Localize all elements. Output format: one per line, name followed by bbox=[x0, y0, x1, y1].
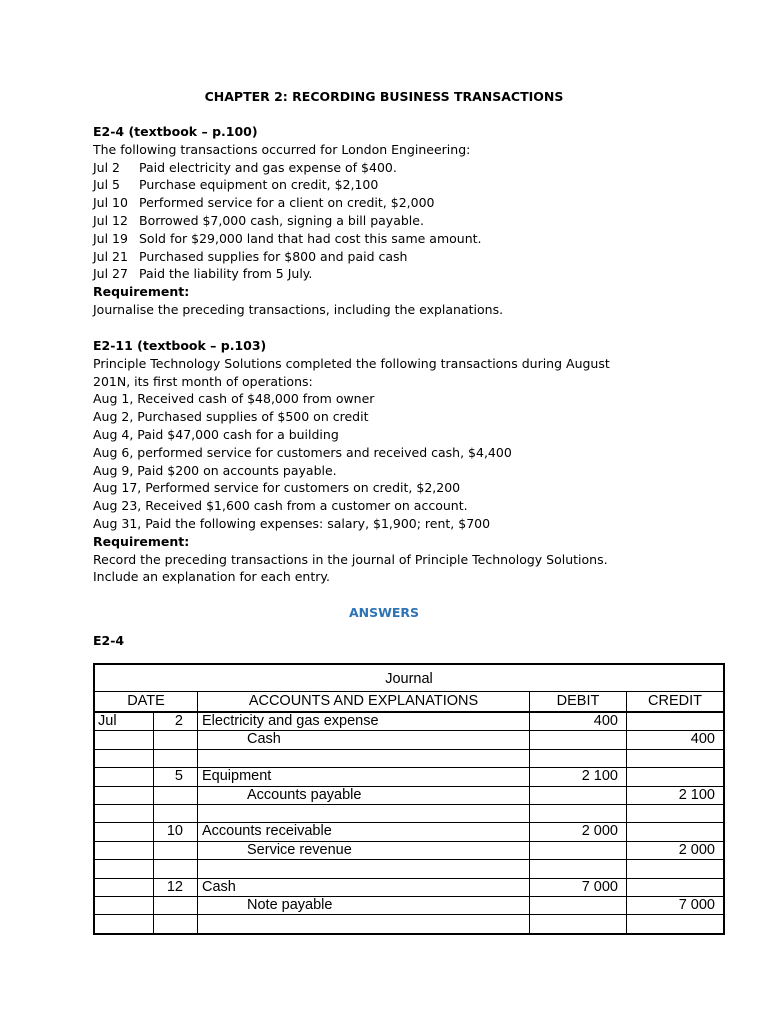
date-day-cell bbox=[154, 842, 198, 859]
transaction-line: Aug 9, Paid $200 on accounts payable. bbox=[93, 462, 337, 478]
journal-row bbox=[95, 915, 723, 932]
transaction-line bbox=[93, 176, 693, 194]
credit-cell bbox=[627, 915, 723, 932]
date-month-cell bbox=[95, 787, 154, 804]
date-month-cell bbox=[95, 750, 154, 767]
transaction-line: Aug 23, Received $1,600 cash from a customer on account. bbox=[93, 498, 468, 514]
date-day-cell bbox=[154, 787, 198, 804]
date-day-cell: 5 bbox=[154, 768, 198, 785]
exercise-intro-line: Principle Technology Solutions completed the following transactions during August bbox=[93, 355, 610, 371]
journal-body bbox=[95, 713, 723, 933]
date-day-cell: 12 bbox=[154, 879, 198, 896]
journal-row bbox=[95, 768, 723, 786]
date-day-cell bbox=[154, 750, 198, 767]
credit-cell bbox=[627, 768, 723, 785]
date-month-cell bbox=[95, 731, 154, 748]
date-day-cell: 2 bbox=[154, 713, 198, 730]
transaction-text: Sold for $29,000 land that had cost this same amount. bbox=[139, 230, 482, 246]
transaction-line: Aug 6, performed service for customers and received cash, $4,400 bbox=[93, 444, 512, 460]
transaction-list bbox=[93, 390, 693, 532]
transaction-line: Aug 1, Received cash of $48,000 from owner bbox=[93, 391, 375, 407]
journal-row bbox=[95, 787, 723, 805]
requirement-text-line: Include an explanation for each entry. bbox=[93, 569, 330, 585]
transaction-date: Jul 21 bbox=[93, 248, 128, 264]
credit-cell bbox=[627, 823, 723, 840]
date-month-cell: Jul bbox=[95, 713, 154, 730]
journal-table bbox=[93, 663, 725, 935]
credit-cell bbox=[627, 713, 723, 730]
transaction-date: Jul 5 bbox=[93, 177, 121, 193]
transaction-line bbox=[93, 159, 693, 177]
account-cell: Accounts receivable bbox=[198, 823, 530, 840]
transaction-line: Aug 2, Purchased supplies of $500 on credit bbox=[93, 409, 369, 425]
debit-cell: 7 000 bbox=[530, 879, 627, 896]
account-cell: Cash bbox=[198, 731, 530, 748]
debit-cell bbox=[530, 805, 627, 822]
journal-row bbox=[95, 842, 723, 860]
account-cell: Cash bbox=[198, 879, 530, 896]
date-day-cell bbox=[154, 897, 198, 914]
date-month-cell bbox=[95, 879, 154, 896]
debit-cell bbox=[530, 860, 627, 877]
requirement-label: Requirement: bbox=[93, 284, 190, 300]
transaction-line: Aug 17, Performed service for customers on credit, $2,200 bbox=[93, 480, 461, 496]
transaction-date: Jul 2 bbox=[93, 159, 121, 175]
debit-cell: 2 100 bbox=[530, 768, 627, 785]
date-month-cell bbox=[95, 915, 154, 932]
journal-row bbox=[95, 805, 723, 823]
transaction-text: Paid the liability from 5 July. bbox=[139, 266, 313, 282]
account-cell: Service revenue bbox=[198, 842, 530, 859]
transaction-text: Performed service for a client on credit, $2,000 bbox=[139, 195, 435, 211]
credit-cell bbox=[627, 860, 723, 877]
journal-row bbox=[95, 713, 723, 731]
debit-cell bbox=[530, 897, 627, 914]
transaction-line bbox=[93, 194, 693, 212]
requirement-text-line: Record the preceding transactions in the journal of Principle Technology Solutions. bbox=[93, 551, 608, 567]
date-month-cell bbox=[95, 805, 154, 822]
exercise-intro: The following transactions occurred for London Engineering: bbox=[93, 141, 471, 157]
date-month-cell bbox=[95, 897, 154, 914]
date-month-cell bbox=[95, 860, 154, 877]
journal-row bbox=[95, 823, 723, 841]
exercise-e2-11 bbox=[93, 337, 693, 586]
date-day-cell: 10 bbox=[154, 823, 198, 840]
transaction-line bbox=[93, 248, 693, 266]
account-cell: Accounts payable bbox=[198, 787, 530, 804]
debit-cell bbox=[530, 787, 627, 804]
journal-row bbox=[95, 731, 723, 749]
date-day-cell bbox=[154, 731, 198, 748]
date-month-cell bbox=[95, 823, 154, 840]
credit-cell: 2 100 bbox=[678, 786, 715, 803]
answers-exercise-label: E2-4 bbox=[93, 633, 125, 648]
answers-title: ANSWERS bbox=[348, 605, 420, 620]
transaction-text: Paid electricity and gas expense of $400. bbox=[139, 159, 397, 175]
journal-row bbox=[95, 750, 723, 768]
debit-cell bbox=[530, 731, 627, 748]
date-day-cell bbox=[154, 805, 198, 822]
account-cell bbox=[198, 805, 530, 822]
account-cell bbox=[198, 750, 530, 767]
date-day-cell bbox=[154, 860, 198, 877]
transaction-text: Purchased supplies for $800 and paid cash bbox=[139, 248, 408, 264]
account-cell bbox=[198, 915, 530, 932]
requirement-label: Requirement: bbox=[93, 533, 190, 549]
debit-header: DEBIT bbox=[530, 692, 627, 711]
transaction-text: Purchase equipment on credit, $2,100 bbox=[139, 177, 379, 193]
exercise-intro-line: 201N, its first month of operations: bbox=[93, 373, 313, 389]
journal-row bbox=[95, 879, 723, 897]
journal-header-row bbox=[95, 692, 723, 713]
exercise-heading: E2-4 (textbook – p.100) bbox=[93, 124, 258, 139]
account-cell: Electricity and gas expense bbox=[198, 713, 530, 730]
date-header: DATE bbox=[95, 692, 198, 711]
journal-title: Journal bbox=[95, 665, 723, 692]
accounts-header: ACCOUNTS AND EXPLANATIONS bbox=[198, 692, 530, 711]
credit-cell: 400 bbox=[690, 731, 715, 748]
chapter-title: CHAPTER 2: RECORDING BUSINESS TRANSACTIONS bbox=[204, 89, 564, 104]
debit-cell bbox=[530, 842, 627, 859]
credit-cell: 7 000 bbox=[678, 896, 715, 913]
credit-cell bbox=[627, 879, 723, 896]
debit-cell: 400 bbox=[530, 713, 627, 730]
debit-cell bbox=[530, 915, 627, 932]
date-month-cell bbox=[95, 842, 154, 859]
transaction-line: Aug 31, Paid the following expenses: salary, $1,900; rent, $700 bbox=[93, 515, 491, 531]
debit-cell bbox=[530, 750, 627, 767]
journal-row bbox=[95, 860, 723, 878]
credit-cell bbox=[627, 750, 723, 767]
transaction-line: Aug 4, Paid $47,000 cash for a building bbox=[93, 426, 339, 442]
account-cell bbox=[198, 860, 530, 877]
account-cell: Equipment bbox=[198, 768, 530, 785]
transaction-date: Jul 12 bbox=[93, 212, 128, 228]
credit-cell: 2 000 bbox=[678, 841, 715, 858]
journal-row bbox=[95, 897, 723, 915]
account-cell: Note payable bbox=[198, 897, 530, 914]
transaction-line bbox=[93, 265, 693, 283]
date-day-cell bbox=[154, 915, 198, 932]
credit-cell bbox=[627, 805, 723, 822]
transaction-line bbox=[93, 212, 693, 230]
transaction-date: Jul 10 bbox=[93, 195, 128, 211]
debit-cell: 2 000 bbox=[530, 823, 627, 840]
transaction-date: Jul 19 bbox=[93, 230, 128, 246]
exercise-e2-4 bbox=[93, 123, 693, 319]
transaction-date: Jul 27 bbox=[93, 266, 128, 282]
transaction-line bbox=[93, 230, 693, 248]
credit-header: CREDIT bbox=[648, 693, 702, 709]
exercise-heading: E2-11 (textbook – p.103) bbox=[93, 338, 267, 353]
date-month-cell bbox=[95, 768, 154, 785]
transaction-text: Borrowed $7,000 cash, signing a bill payable. bbox=[139, 212, 424, 228]
transaction-list bbox=[93, 159, 693, 284]
requirement-text: Journalise the preceding transactions, including the explanations. bbox=[93, 301, 504, 317]
